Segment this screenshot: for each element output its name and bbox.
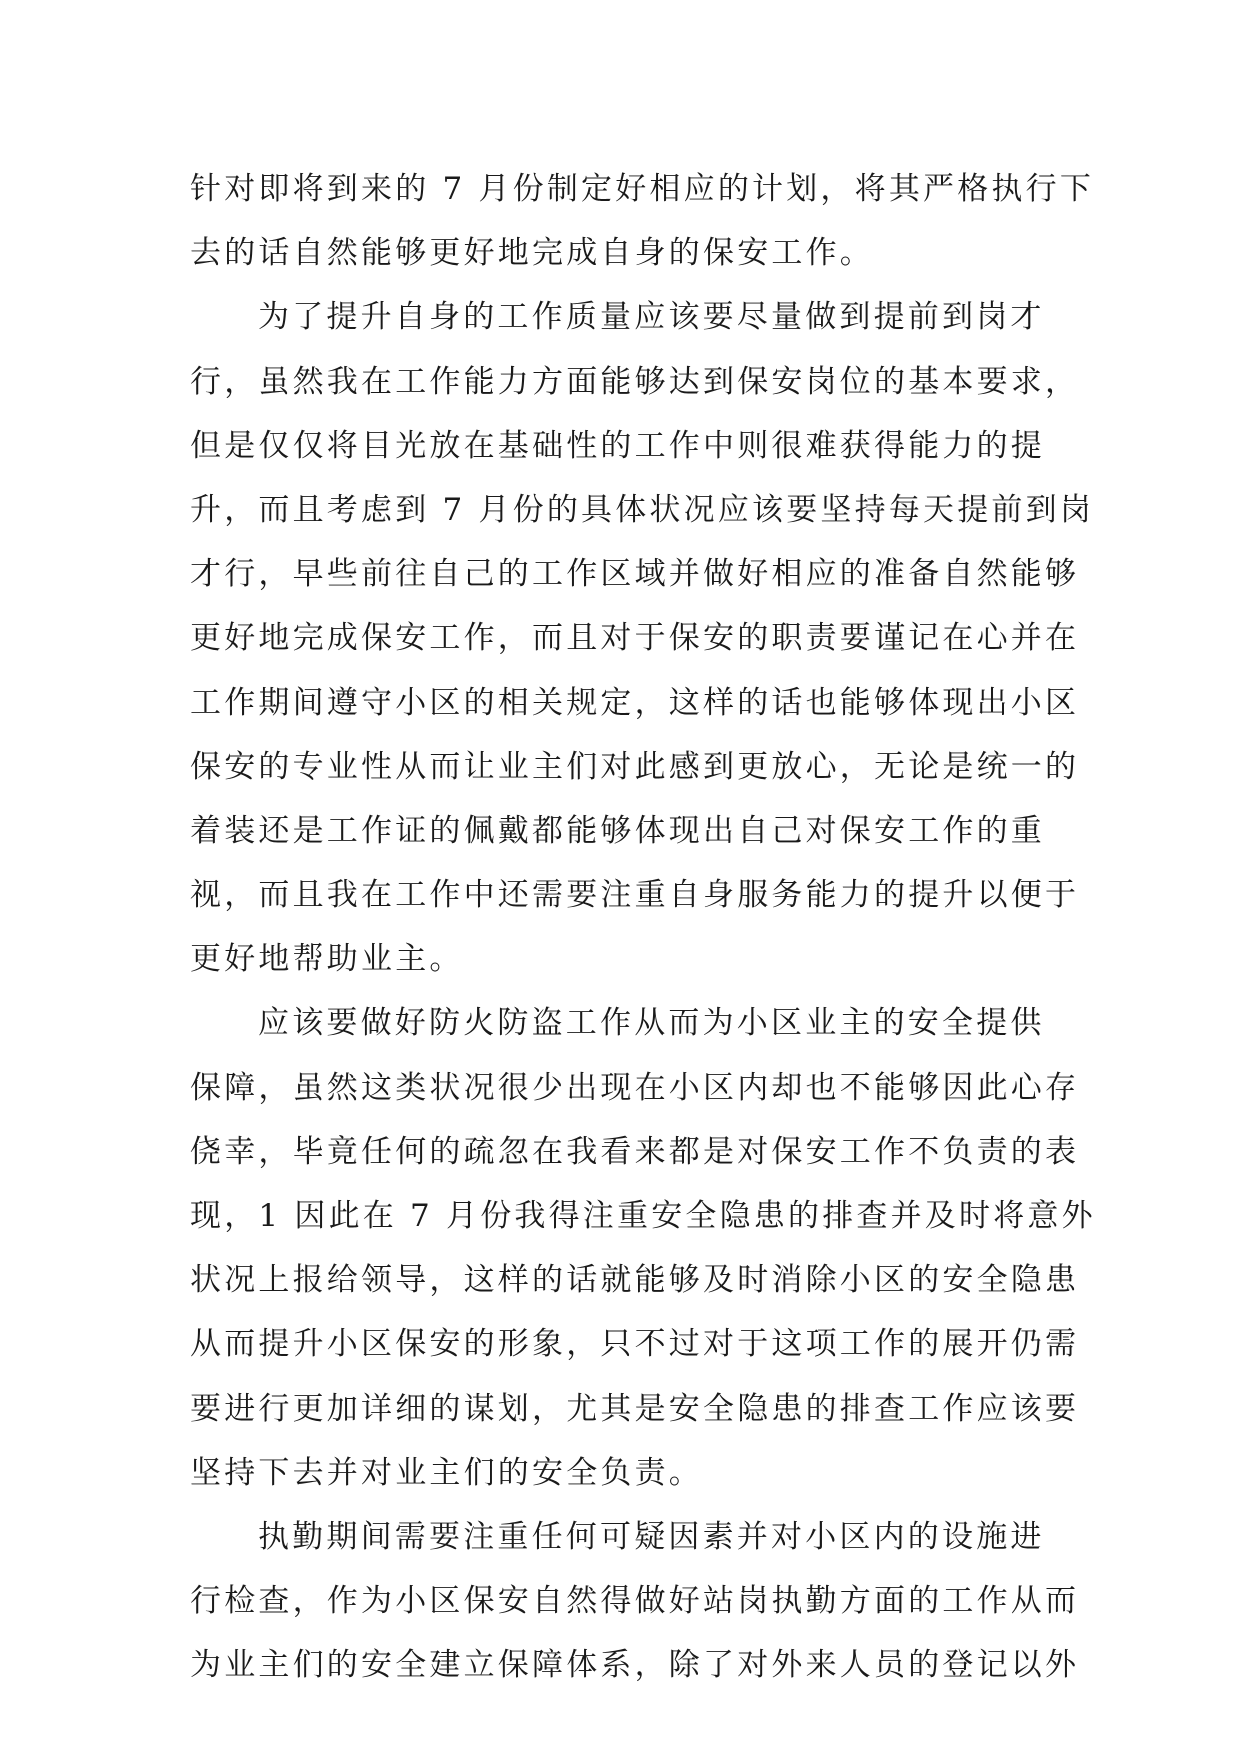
text-line: 为了提升自身的工作质量应该要尽量做到提前到岗才 xyxy=(258,299,1045,336)
text-line: 更好地帮助业主。 xyxy=(190,941,464,978)
text-line: 坚持下去并对业主们的安全负责。 xyxy=(190,1454,703,1491)
text-line: 更好地完成保安工作，而且对于保安的职责要谨记在心并在 xyxy=(190,620,1080,657)
text-line: 现，1 因此在 7 月份我得注重安全隐患的排查并及时将意外 xyxy=(190,1198,1096,1234)
text-line: 升，而且考虑到 7 月份的具体状况应该要坚持每天提前到岗 xyxy=(190,491,1095,528)
paragraph-4 xyxy=(190,1505,1080,1698)
text-line: 要进行更加详细的谋划，尤其是安全隐患的排查工作应该要 xyxy=(190,1390,1080,1427)
paragraph-1 xyxy=(190,157,1095,285)
text-line: 行检查，作为小区保安自然得做好站岗执勤方面的工作从而 xyxy=(190,1583,1080,1620)
text-line: 侥幸，毕竟任何的疏忽在我看来都是对保安工作不负责的表 xyxy=(190,1133,1080,1170)
text-line: 从而提升小区保安的形象，只不过对于这项工作的展开仍需 xyxy=(190,1326,1080,1363)
text-line: 状况上报给领导，这样的话就能够及时消除小区的安全隐患 xyxy=(190,1262,1080,1299)
text-line: 但是仅仅将目光放在基础性的工作中则很难获得能力的提 xyxy=(190,427,1045,464)
body-text xyxy=(190,157,1096,1698)
text-line: 执勤期间需要注重任何可疑因素并对小区内的设施进 xyxy=(258,1518,1045,1555)
paragraph-3 xyxy=(190,991,1096,1505)
text-line: 行，虽然我在工作能力方面能够达到保安岗位的基本要求， xyxy=(190,363,1080,400)
text-line: 才行，早些前往自己的工作区域并做好相应的准备自然能够 xyxy=(190,556,1080,593)
text-line: 应该要做好防火防盗工作从而为小区业主的安全提供 xyxy=(258,1005,1045,1042)
text-line: 着装还是工作证的佩戴都能够体现出自己对保安工作的重 xyxy=(190,812,1045,849)
text-line: 视，而且我在工作中还需要注重自身服务能力的提升以便于 xyxy=(190,877,1080,914)
text-line: 去的话自然能够更好地完成自身的保安工作。 xyxy=(190,235,874,272)
text-line: 为业主们的安全建立保障体系，除了对外来人员的登记以外 xyxy=(190,1647,1080,1684)
text-line: 保安的专业性从而让业主们对此感到更放心，无论是统一的 xyxy=(190,748,1080,785)
paragraph-2 xyxy=(190,285,1095,991)
text-line: 针对即将到来的 7 月份制定好相应的计划，将其严格执行下 xyxy=(190,171,1095,207)
text-line: 保障，虽然这类状况很少出现在小区内却也不能够因此心存 xyxy=(190,1069,1080,1106)
text-line: 工作期间遵守小区的相关规定，这样的话也能够体现出小区 xyxy=(190,684,1080,721)
